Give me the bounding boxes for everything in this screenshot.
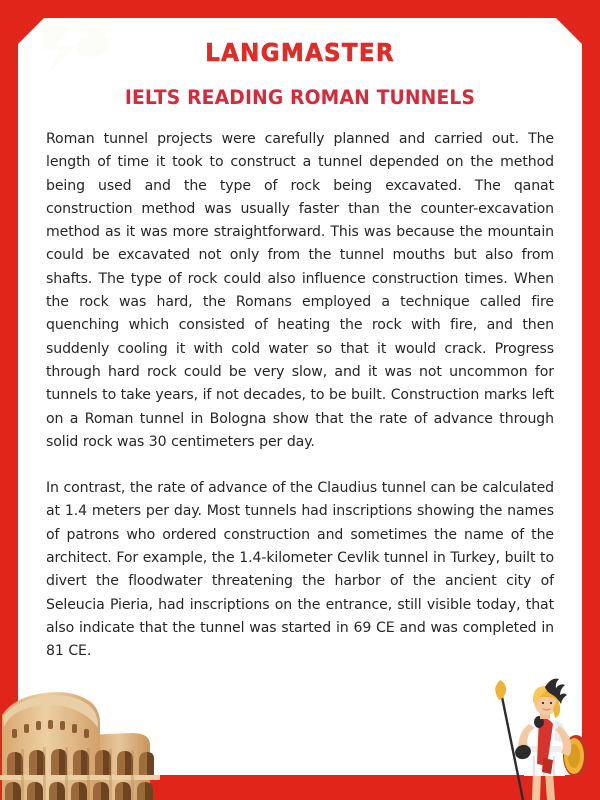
article-body bbox=[46, 128, 554, 664]
brand-logo bbox=[24, 40, 576, 65]
bottom-red-band bbox=[0, 775, 600, 800]
paragraph-1: Roman tunnel projects were carefully planned and carried out. The length of time it took to construct a tunnel depended on the method being used and the type of rock being excavated. The qanat construction method was usually faster than the counter-excavation method as it was more straightforward. This was because the mountain could be excavated not only from the tunnel mouths but also from shafts. The type of rock could also influence construction times. When the rock was hard, the Romans employed a technique called fire quenching which consisted of heating the rock with fire, and then suddenly cooling it with cold water so that it would crack. Progress through hard rock could be very slow, and it was not uncommon for tunnels to take years, if not decades, to be built. Construction marks left on a Roman tunnel in Bologna show that the rate of advance through solid rock was 30 centimeters per day. bbox=[46, 131, 554, 450]
brand-logo-text: LANGMASTER bbox=[205, 38, 395, 67]
paragraph-2: In contrast, the rate of advance of the Claudius tunnel can be calculated at 1.4 meters per day. Most tunnels had inscriptions showing the names of patrons who ordered construction and sometimes the name of the architect. For example, the 1.4-kilometer Cevlik tunnel in Turkey, built to divert the floodwater threatening the harbor of the ancient city of Seleucia Pieria, had inscriptions on the entrance, still visible today, that also indicate that the tunnel was started in 69 CE and was completed in 81 CE. bbox=[46, 480, 554, 660]
page-title: IELTS READING ROMAN TUNNELS bbox=[124, 86, 476, 109]
